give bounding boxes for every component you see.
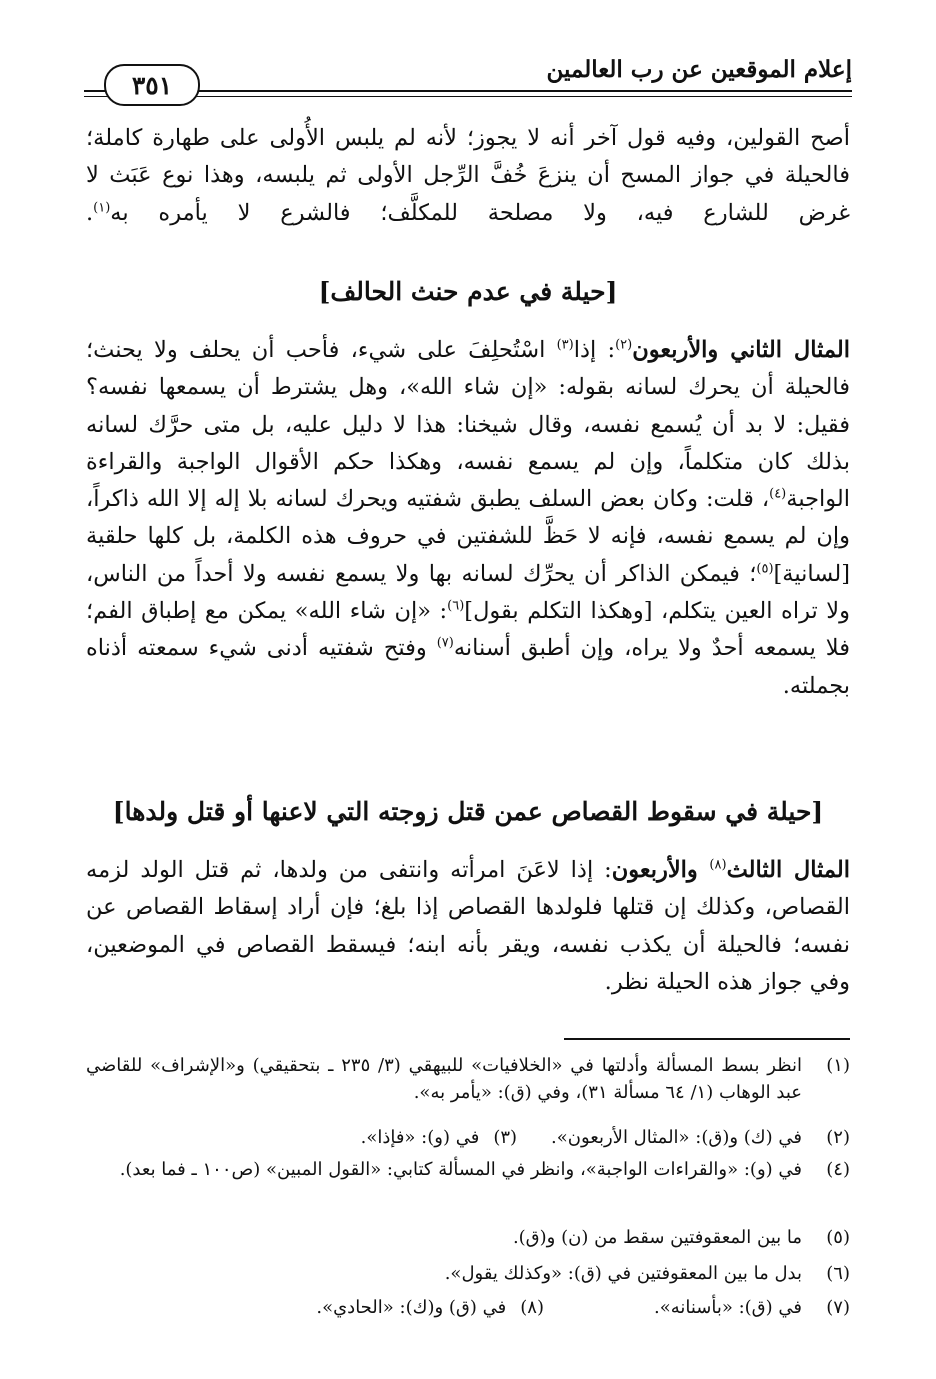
paragraph-3-text: : إذا لاعَنَ امرأته وانتفى من ولدها، ثم قتل الولد لزمه القصاص، وكذلك إن قتلها فلولدها القصاص إذا بلغ؛ فإن أراد إسقاط القصاص عن نفسه؛ فالحيلة أن يكذب نفسه، ويقر بأنه ابنه؛ فيسقط القصاص في الموضعين، وفي جواز هذه الحيلة نظر.: [86, 857, 850, 995]
footnote-separator: [564, 1038, 850, 1040]
header-rule-thin: [84, 96, 852, 97]
footnote-ref-7[interactable]: (٧): [436, 635, 454, 651]
footnote-8-text: في (ق) و(ك): «الحادي».: [316, 1297, 507, 1318]
footnote-5-text: ما بين المعقوفتين سقط من (ن) و(ق).: [512, 1227, 802, 1248]
paragraph-2: [86, 332, 850, 705]
paragraph-1-end: .: [86, 199, 94, 226]
paragraph-2-lead: المثال الثاني والأربعون: [632, 337, 850, 363]
footnote-4-text: في (و): «والقراءات الواجبة»، وانظر في المسألة كتابي: «القول المبين» (ص١٠٠ ـ فما بعد).: [119, 1159, 802, 1180]
paragraph-3-lead: المثال الثالث: [726, 857, 850, 883]
footnote-2-3: [86, 1124, 850, 1151]
footnote-ref-4[interactable]: (٤): [769, 486, 787, 502]
footnote-7-text: في (ق): «بأسنانه».: [653, 1297, 802, 1318]
footnote-6-text: بدل ما بين المعقوفتين في (ق): «وكذلك يقول».: [444, 1263, 802, 1284]
footnote-4: [86, 1156, 850, 1183]
footnote-2-number: (٢): [826, 1127, 850, 1148]
footnote-ref-8[interactable]: (٨): [709, 857, 727, 873]
footnote-3-text: في (و): «فإذا».: [360, 1127, 480, 1148]
footnote-ref-6[interactable]: (٦): [447, 598, 465, 614]
footnote-7-8-line: [86, 1294, 802, 1321]
footnote-2-text: في (ك) و(ق): «المثال الأربعون».: [551, 1127, 802, 1148]
footnote-6: [86, 1260, 850, 1287]
footnote-ref-2[interactable]: (٢): [615, 337, 633, 353]
running-header-title: إعلام الموقعين عن رب العالمين: [546, 56, 852, 83]
footnote-5-number: (٥): [826, 1227, 850, 1248]
paragraph-3-lead-2: والأربعون: [611, 857, 710, 883]
paragraph-2-part-6: وفتح شفتيه أدنى شيء سمعته أذناه بجملته.: [86, 635, 850, 699]
paragraph-2-part-2: اسْتُحلِفَ على شيء، فأحب أن يحلف ولا يحنث؛ فالحيلة أن يحرك لسانه بقوله: «إن شاء الله»، وهل يشترط أن يسمعها نفسه؟ فقيل: لا بد أن يُسمع نفسه، وقال شيخنا: هذا لا دليل عليه، بل متى حرَّك لسانه بذلك كان متكلماً، وإن لم يسمع نفسه، وهكذا حكم الأقوال الواجبة والقراءة الواجبة: [86, 337, 850, 513]
section-heading-2: [حيلة في سقوط القصاص عمن قتل زوجته التي لاعنها أو قتل ولدها]: [112, 797, 824, 826]
paragraph-2-part-1: : إذا: [573, 337, 616, 363]
footnote-1-number: (١): [826, 1055, 850, 1076]
footnote-5: [86, 1224, 850, 1251]
section-heading-1: [حيلة في عدم حنث الحالف]: [318, 277, 618, 306]
footnote-8-number: (٨): [520, 1297, 544, 1318]
footnote-4-number: (٤): [826, 1159, 850, 1180]
footnote-ref-5[interactable]: (٥): [756, 561, 774, 577]
footnote-7-8: [86, 1294, 850, 1321]
footnote-3-number: (٣): [493, 1127, 518, 1148]
paragraph-2-part-5: : «إن شاء الله» يمكن مع إطباق الفم؛ فلا يسمعه أحدٌ ولا يراه، وإن أطبق أسنانه: [86, 598, 850, 662]
footnote-7-number: (٧): [826, 1297, 850, 1318]
footnote-ref-3[interactable]: (٣): [556, 337, 574, 353]
paragraph-3: [86, 852, 850, 1001]
paragraph-2-part-4: ؛ فيمكن الذاكر أن يحرِّك لسانه بها ولا يسمع نفسه ولا أحداً من الناس، ولا تراه العين يتكلم، [وهكذا التكلم بقول]: [86, 560, 850, 625]
paragraph-1-text: أصح القولين، وفيه قول آخر أنه لا يجوز؛ لأنه لم يلبس الأُولى على طهارة كاملة؛ فالحيلة في جواز المسح أن ينزعَ خُفَّ الرِّجل الأولى ثم يلبسه، وهذا نوع عَبَث لا غرض للشارع فيه، ولا مصلحة للمكلَّف؛ فالشرع لا يأمره به: [86, 125, 850, 226]
footnote-1-text: انظر بسط المسألة وأدلتها في «الخلافيات» للبيهقي (٣/ ٢٣٥ ـ بتحقيقي) و«الإشراف» للقاضي عبد الوهاب (١/ ٦٤ مسألة ٣١)، وفي (ق): «يأمر به».: [86, 1055, 802, 1103]
footnote-ref-1[interactable]: (١): [93, 200, 111, 216]
paragraph-1: [86, 120, 850, 232]
footnote-1: [86, 1052, 850, 1106]
footnote-2-3-line: [86, 1124, 802, 1151]
footnote-6-number: (٦): [826, 1263, 850, 1284]
paragraph-2-part-3: ، قلت: وكان بعض السلف يطبق شفتيه ويحرك لسانه بلا إله إلا الله ذاكراً، وإن لم يسمع نفسه، فإنه لا حَظَّ للشفتين في حروف هذه الكلمة، بل كلها حلقية [لسانية]: [86, 486, 850, 587]
page-number: ٣٥١: [104, 64, 200, 106]
